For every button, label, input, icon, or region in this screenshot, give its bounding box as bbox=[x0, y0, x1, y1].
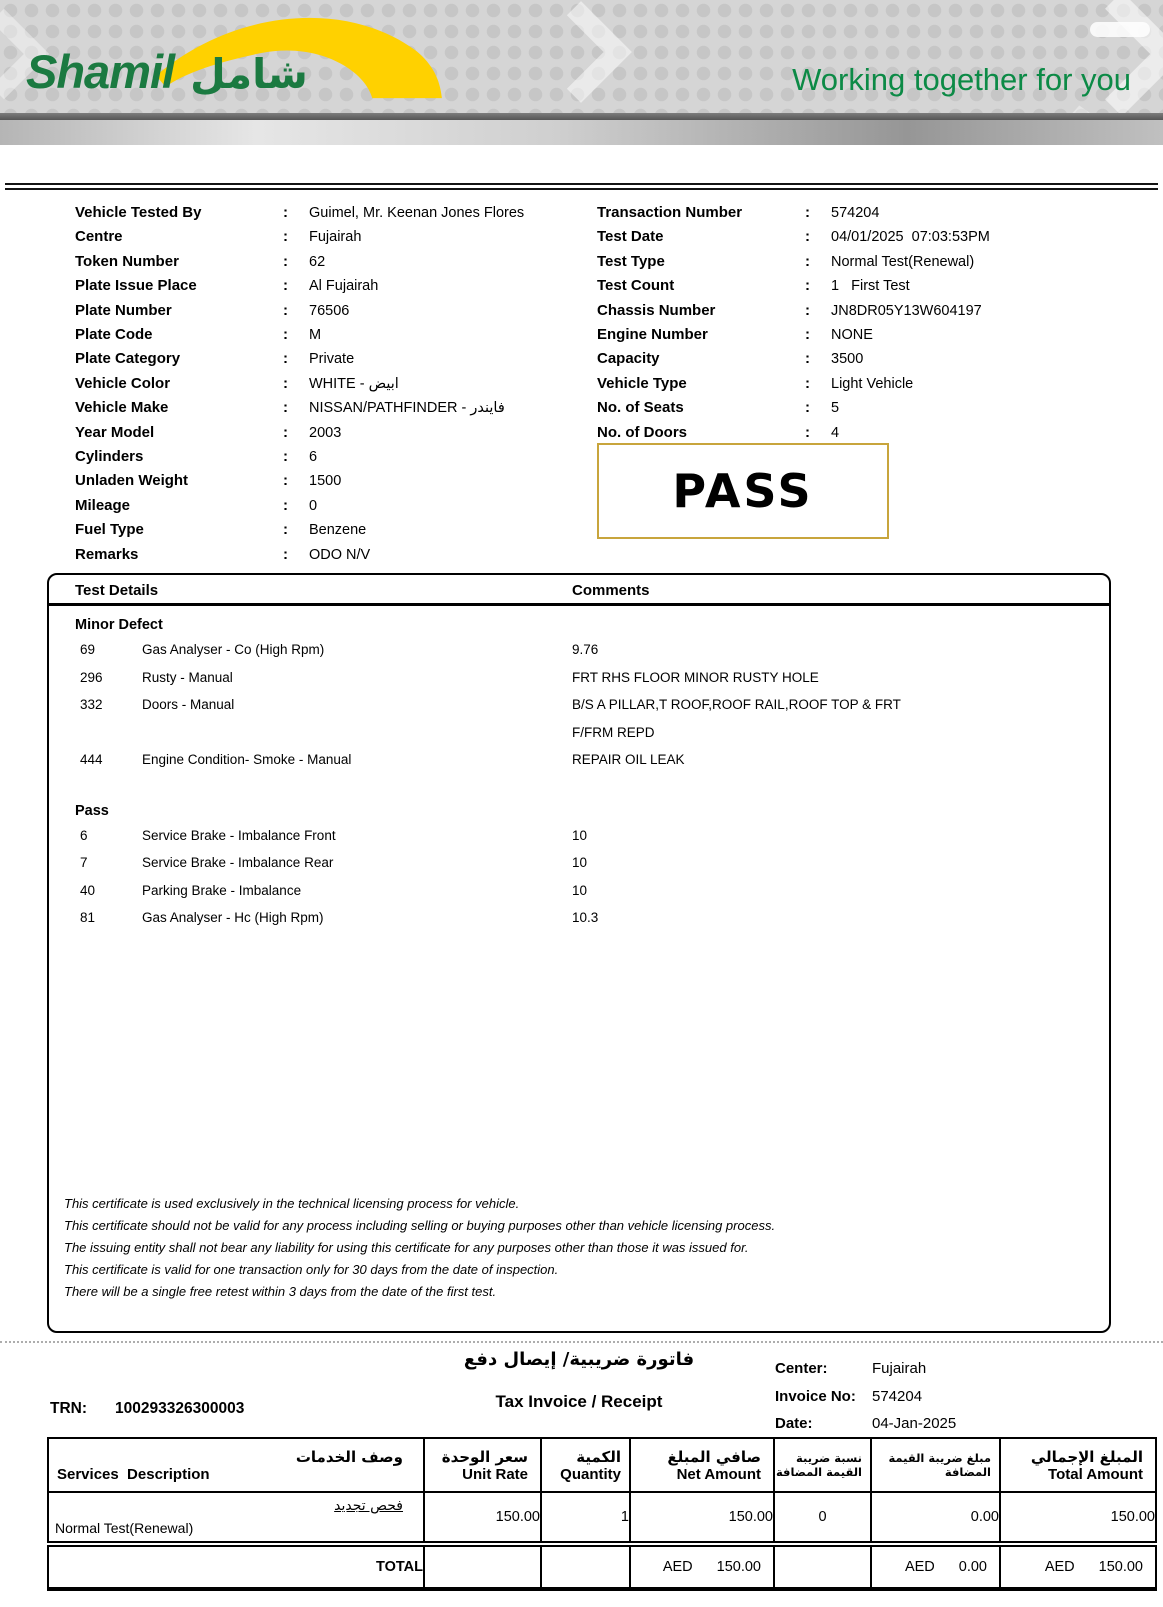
invoice-table-header-row bbox=[48, 1438, 1156, 1492]
detail-label: Vehicle Tested By bbox=[75, 204, 202, 221]
test-row bbox=[75, 746, 1109, 774]
invoice-meta-row bbox=[775, 1410, 956, 1438]
invoice-meta-label: Invoice No: bbox=[775, 1387, 856, 1405]
highlight-decoration bbox=[1090, 22, 1150, 37]
test-row bbox=[75, 822, 1109, 850]
detail-row bbox=[597, 201, 1117, 225]
test-code: 40 bbox=[80, 882, 96, 898]
brand-tagline: Working together for you bbox=[792, 62, 1131, 97]
invoice-table bbox=[47, 1437, 1157, 1591]
detail-label: Capacity bbox=[597, 350, 660, 368]
total-amount-cell: 150.00 bbox=[1000, 1492, 1156, 1544]
detail-label: Plate Code bbox=[75, 326, 153, 344]
detail-value: Private bbox=[309, 351, 355, 368]
detail-label: No. of Seats bbox=[597, 399, 684, 417]
minor-defect-section-title: Minor Defect bbox=[75, 617, 163, 633]
trn-label: TRN: bbox=[50, 1400, 88, 1417]
detail-colon bbox=[283, 396, 309, 420]
detail-value: M bbox=[309, 327, 322, 344]
header-quantity: الكمية Quantity bbox=[541, 1438, 630, 1492]
detail-value: NONE bbox=[831, 327, 873, 344]
detail-row bbox=[597, 396, 1117, 420]
test-name: Rusty - Manual bbox=[142, 669, 233, 685]
test-row bbox=[75, 636, 1109, 664]
detail-value: Light Vehicle bbox=[831, 375, 914, 392]
invoice-meta-value: Fujairah bbox=[872, 1360, 927, 1377]
detail-row bbox=[75, 201, 580, 225]
grand-total-cell bbox=[1000, 1544, 1156, 1589]
detail-label: Transaction Number bbox=[597, 204, 743, 221]
test-name: Gas Analyser - Co (High Rpm) bbox=[142, 642, 325, 657]
currency-label: AED bbox=[904, 1559, 935, 1575]
test-name: Doors - Manual bbox=[142, 697, 235, 712]
detail-row bbox=[597, 323, 1117, 347]
detail-row bbox=[597, 250, 1117, 274]
detail-colon bbox=[283, 518, 309, 542]
detail-label: Vehicle Type bbox=[597, 374, 687, 392]
test-comment: 10 bbox=[572, 882, 588, 898]
disclaimer-line: This certificate should not be valid for any process including selling or buying purposes other than vehicle licensing process. bbox=[64, 1218, 776, 1233]
header-vat-amount: مبلغ ضريبة القيمة المضافة bbox=[871, 1438, 1000, 1492]
detail-label: Plate Category bbox=[75, 350, 181, 368]
detail-row bbox=[597, 274, 1117, 298]
disclaimer-line: This certificate is valid for one transaction only for 30 days from the date of inspection. bbox=[64, 1262, 559, 1277]
empty-cell bbox=[424, 1544, 541, 1589]
detail-value: NISSAN/PATHFINDER - فايندر bbox=[309, 400, 505, 417]
trn-value: 100293326300003 bbox=[115, 1400, 245, 1417]
dotted-separator bbox=[0, 1341, 1163, 1343]
test-comment: 10 bbox=[572, 827, 588, 843]
quantity-cell: 1 bbox=[541, 1492, 630, 1544]
test-code: 69 bbox=[80, 642, 96, 657]
detail-colon bbox=[283, 250, 309, 274]
shamil-logo bbox=[26, 2, 496, 110]
test-details-box bbox=[47, 573, 1111, 1333]
detail-row bbox=[75, 225, 580, 249]
test-code: 332 bbox=[80, 697, 103, 712]
detail-row bbox=[75, 518, 580, 542]
detail-label: Year Model bbox=[75, 423, 155, 441]
invoice-meta-value: 574204 bbox=[872, 1387, 923, 1405]
total-label-cell: TOTAL bbox=[48, 1544, 424, 1589]
vehicle-details-left bbox=[75, 201, 580, 567]
test-comment: 10.3 bbox=[572, 910, 599, 925]
detail-label: Centre bbox=[75, 228, 123, 246]
detail-value: 62 bbox=[309, 253, 326, 270]
test-comment: 9.76 bbox=[572, 642, 599, 657]
detail-label: Token Number bbox=[75, 252, 179, 270]
test-code: 444 bbox=[80, 752, 103, 767]
detail-row bbox=[75, 299, 580, 323]
test-name: Service Brake - Imbalance Front bbox=[142, 827, 336, 843]
test-name: Gas Analyser - Hc (High Rpm) bbox=[142, 910, 324, 925]
test-comment: FRT RHS FLOOR MINOR RUSTY HOLE bbox=[572, 669, 819, 685]
invoice-total-row bbox=[48, 1544, 1156, 1589]
detail-value: Guimel, Mr. Keenan Jones Flores bbox=[309, 205, 525, 221]
detail-value: 3500 bbox=[831, 351, 864, 368]
detail-colon bbox=[283, 274, 309, 298]
header-net-amount: صافي المبلغ Net Amount bbox=[630, 1438, 774, 1492]
detail-colon bbox=[283, 323, 309, 347]
test-row bbox=[75, 849, 1109, 877]
detail-row bbox=[75, 250, 580, 274]
total-vat-value: 0.00 bbox=[958, 1559, 987, 1575]
test-comment: REPAIR OIL LEAK bbox=[572, 752, 685, 767]
detail-value: 6 bbox=[309, 449, 318, 466]
trn-row bbox=[50, 1400, 244, 1418]
detail-colon bbox=[805, 274, 831, 298]
detail-label: Plate Issue Place bbox=[75, 277, 197, 295]
header-total-amount: المبلغ الإجمالي Total Amount bbox=[1000, 1438, 1156, 1492]
header-services-description: وصف الخدمات Services Description bbox=[48, 1438, 424, 1492]
detail-row bbox=[75, 347, 580, 371]
disclaimer-line: The issuing entity shall not bear any liability for using this certificate for any purposes other than those it was issued for. bbox=[64, 1240, 749, 1255]
total-net-value: 150.00 bbox=[716, 1559, 761, 1575]
detail-colon bbox=[805, 225, 831, 249]
test-details-header bbox=[49, 575, 1109, 606]
test-row bbox=[75, 877, 1109, 905]
detail-label: Remarks bbox=[75, 545, 139, 563]
empty-cell bbox=[541, 1544, 630, 1589]
detail-value: 0 bbox=[309, 497, 318, 514]
logo-text bbox=[26, 44, 308, 99]
header-unit-rate: سعر الوحدة Unit Rate bbox=[424, 1438, 541, 1492]
test-row bbox=[75, 691, 1109, 746]
brand-header bbox=[0, 0, 1163, 113]
brand-name-latin: Shamil bbox=[26, 45, 175, 98]
detail-value: Normal Test(Renewal) bbox=[831, 253, 975, 270]
test-code: 6 bbox=[80, 827, 88, 843]
detail-row bbox=[75, 469, 580, 493]
detail-label: Chassis Number bbox=[597, 301, 716, 319]
service-description-cell: فحص تجديد Normal Test(Renewal) bbox=[48, 1492, 424, 1544]
detail-value: Benzene bbox=[309, 522, 367, 539]
test-name: Engine Condition- Smoke - Manual bbox=[142, 752, 352, 767]
detail-value: 2003 bbox=[309, 424, 342, 441]
total-vat-cell bbox=[871, 1544, 1000, 1589]
test-name: Service Brake - Imbalance Rear bbox=[142, 855, 334, 870]
detail-value: 4 bbox=[831, 424, 840, 441]
detail-colon bbox=[283, 201, 309, 225]
disclaimer-line: There will be a single free retest within 3 days from the date of the first test. bbox=[64, 1284, 497, 1299]
test-row bbox=[75, 664, 1109, 692]
test-code: 296 bbox=[80, 669, 103, 685]
detail-colon bbox=[283, 421, 309, 445]
disclaimer-line: This certificate is used exclusively in the technical licensing process for vehicle. bbox=[64, 1196, 520, 1211]
detail-row bbox=[597, 347, 1117, 371]
detail-row bbox=[75, 445, 580, 469]
test-comment: B/S A PILLAR,T ROOF,ROOF RAIL,ROOF TOP & FRT F/FRM REPD bbox=[572, 697, 901, 740]
detail-label: Cylinders bbox=[75, 448, 144, 466]
detail-label: Plate Number bbox=[75, 301, 172, 319]
vat-percentage-cell: 0 bbox=[774, 1492, 871, 1544]
detail-colon bbox=[283, 372, 309, 396]
test-code: 81 bbox=[80, 910, 96, 925]
detail-value: 04/01/2025 07:03:53PM bbox=[831, 229, 990, 246]
detail-label: Engine Number bbox=[597, 326, 708, 344]
header-vat-percentage: نسبة ضريبة القيمة المضافة bbox=[774, 1438, 871, 1492]
detail-label: Mileage bbox=[75, 496, 131, 514]
brand-name-arabic: شامل bbox=[190, 50, 308, 98]
detail-value: 76506 bbox=[309, 302, 350, 319]
detail-colon bbox=[805, 201, 831, 225]
invoice-meta-label: Center: bbox=[775, 1360, 828, 1377]
section-divider-line bbox=[5, 183, 1158, 190]
detail-row bbox=[75, 494, 580, 518]
test-name: Parking Brake - Imbalance bbox=[142, 882, 302, 898]
detail-row bbox=[597, 299, 1117, 323]
test-details-column-title: Test Details bbox=[75, 582, 159, 599]
empty-cell bbox=[774, 1544, 871, 1589]
detail-value: 574204 bbox=[831, 205, 880, 221]
detail-colon bbox=[283, 445, 309, 469]
detail-row bbox=[597, 372, 1117, 396]
detail-row bbox=[75, 396, 580, 420]
detail-label: No. of Doors bbox=[597, 423, 687, 441]
detail-colon bbox=[805, 421, 831, 445]
comments-column-title: Comments bbox=[572, 582, 650, 599]
detail-row bbox=[75, 421, 580, 445]
invoice-meta-value: 04-Jan-2025 bbox=[872, 1415, 957, 1432]
invoice-meta-row bbox=[775, 1355, 956, 1383]
detail-colon bbox=[805, 347, 831, 371]
detail-label: Vehicle Color bbox=[75, 374, 171, 392]
detail-value: Al Fujairah bbox=[309, 278, 379, 295]
currency-label: AED bbox=[662, 1559, 693, 1575]
detail-row bbox=[597, 421, 1117, 445]
detail-row bbox=[75, 274, 580, 298]
net-amount-cell: 150.00 bbox=[630, 1492, 774, 1544]
detail-colon bbox=[805, 396, 831, 420]
total-net-cell bbox=[630, 1544, 774, 1589]
test-row bbox=[75, 904, 1109, 932]
detail-row bbox=[75, 543, 580, 567]
invoice-title-english: Tax Invoice / Receipt bbox=[495, 1392, 663, 1411]
test-code: 7 bbox=[80, 855, 88, 870]
detail-colon bbox=[283, 469, 309, 493]
detail-colon bbox=[805, 250, 831, 274]
test-result-badge: PASS bbox=[597, 443, 889, 539]
vehicle-details-right bbox=[597, 201, 1117, 445]
arrow-icon bbox=[530, 1, 632, 103]
invoice-meta-label: Date: bbox=[775, 1415, 813, 1432]
unit-rate-cell: 150.00 bbox=[424, 1492, 541, 1544]
detail-colon bbox=[283, 347, 309, 371]
test-comment: 10 bbox=[572, 855, 588, 870]
detail-colon bbox=[283, 299, 309, 323]
detail-label: Test Count bbox=[597, 277, 675, 295]
detail-colon bbox=[805, 372, 831, 396]
test-details-body bbox=[49, 606, 1109, 932]
pass-section-title: Pass bbox=[75, 802, 109, 819]
vat-amount-cell: 0.00 bbox=[871, 1492, 1000, 1544]
detail-value: 5 bbox=[831, 400, 840, 417]
header-silver-bar bbox=[0, 120, 1163, 145]
invoice-service-row bbox=[48, 1492, 1156, 1544]
invoice-meta bbox=[775, 1355, 956, 1438]
detail-colon bbox=[805, 323, 831, 347]
detail-label: Test Type bbox=[597, 252, 665, 270]
detail-colon bbox=[805, 299, 831, 323]
currency-label: AED bbox=[1044, 1559, 1075, 1575]
detail-row bbox=[75, 323, 580, 347]
detail-value: 1500 bbox=[309, 473, 342, 490]
header-dark-bar bbox=[0, 113, 1163, 120]
minor-defect-rows bbox=[75, 636, 1109, 774]
detail-value: Fujairah bbox=[309, 229, 362, 246]
detail-value: WHITE - ابيض bbox=[309, 375, 399, 392]
pass-rows bbox=[75, 822, 1109, 932]
grand-total-value: 150.00 bbox=[1098, 1559, 1143, 1575]
detail-row bbox=[597, 225, 1117, 249]
detail-value: JN8DR05Y13W604197 bbox=[831, 302, 982, 319]
detail-label: Fuel Type bbox=[75, 521, 144, 539]
detail-label: Vehicle Make bbox=[75, 399, 169, 417]
invoice-meta-row bbox=[775, 1383, 956, 1411]
detail-row bbox=[75, 372, 580, 396]
certificate-disclaimers bbox=[64, 1193, 775, 1303]
detail-value: ODO N/V bbox=[309, 546, 371, 563]
invoice-title-arabic: فاتورة ضريبية/ إيصال دفع bbox=[463, 1349, 695, 1370]
detail-colon bbox=[283, 225, 309, 249]
detail-label: Test Date bbox=[597, 228, 664, 246]
detail-value: 1 First Test bbox=[831, 278, 910, 295]
detail-colon bbox=[283, 494, 309, 518]
detail-label: Unladen Weight bbox=[75, 472, 189, 490]
detail-colon bbox=[283, 543, 309, 567]
